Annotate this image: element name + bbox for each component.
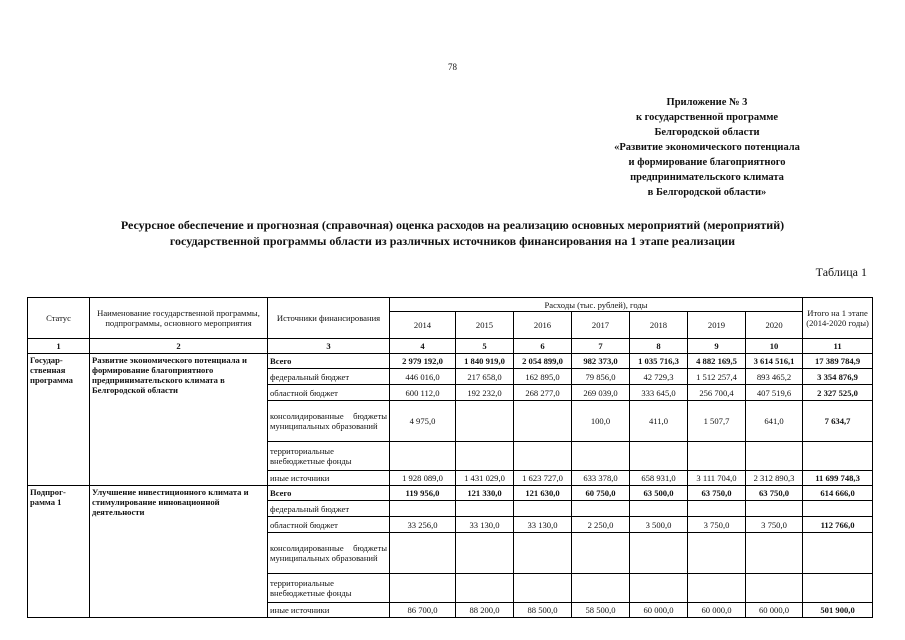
column-number: 9 — [688, 339, 746, 354]
year-value-cell: 162 895,0 — [514, 369, 572, 385]
column-number: 6 — [514, 339, 572, 354]
table-body — [28, 354, 873, 618]
appendix-line: Белгородской области — [654, 127, 760, 138]
year-value-cell: 42 729,3 — [630, 369, 688, 385]
column-number: 5 — [456, 339, 514, 354]
table-label: Таблица 1 — [815, 265, 867, 279]
header-year: 2014 — [390, 312, 456, 339]
year-value-cell: 121 630,0 — [514, 486, 572, 501]
column-number: 7 — [572, 339, 630, 354]
year-value-cell — [390, 533, 456, 574]
appendix-line: предпринимательского климата — [630, 172, 784, 183]
header-year: 2020 — [746, 312, 803, 339]
total-cell — [803, 442, 873, 471]
row-status: Государ-ственная программа — [28, 354, 90, 486]
header-year: 2015 — [456, 312, 514, 339]
year-value-cell: 63 750,0 — [746, 486, 803, 501]
total-cell: 17 389 784,9 — [803, 354, 873, 369]
year-value-cell: 1 507,7 — [688, 401, 746, 442]
year-value-cell: 633 378,0 — [572, 471, 630, 486]
year-value-cell: 446 016,0 — [390, 369, 456, 385]
year-value-cell — [746, 442, 803, 471]
row-source: иные источники — [268, 603, 390, 618]
year-value-cell: 658 931,0 — [630, 471, 688, 486]
appendix-line: к государственной программе — [635, 112, 779, 123]
year-value-cell: 1 623 727,0 — [514, 471, 572, 486]
document-title — [60, 217, 845, 249]
year-value-cell — [630, 574, 688, 603]
row-source: консолидированные бюджеты муниципальных образований — [268, 533, 390, 574]
table-row — [28, 486, 873, 501]
year-value-cell — [514, 442, 572, 471]
column-number: 11 — [803, 339, 873, 354]
table-row — [28, 354, 873, 369]
year-value-cell: 88 500,0 — [514, 603, 572, 618]
year-value-cell — [514, 401, 572, 442]
year-value-cell: 88 200,0 — [456, 603, 514, 618]
total-cell — [803, 533, 873, 574]
column-number: 3 — [268, 339, 390, 354]
row-source: федеральный бюджет — [268, 369, 390, 385]
year-value-cell: 641,0 — [746, 401, 803, 442]
year-value-cell — [390, 501, 456, 517]
year-value-cell — [456, 501, 514, 517]
year-value-cell: 33 130,0 — [514, 517, 572, 533]
year-value-cell — [572, 533, 630, 574]
row-source: иные источники — [268, 471, 390, 486]
total-cell: 7 634,7 — [803, 401, 873, 442]
year-value-cell: 33 130,0 — [456, 517, 514, 533]
year-value-cell — [572, 501, 630, 517]
year-value-cell — [688, 442, 746, 471]
total-cell — [803, 574, 873, 603]
header-total: Итого на 1 этапе (2014-2020 годы) — [803, 298, 873, 339]
year-value-cell — [514, 501, 572, 517]
year-value-cell: 269 039,0 — [572, 385, 630, 401]
total-cell: 3 354 876,9 — [803, 369, 873, 385]
header-year: 2019 — [688, 312, 746, 339]
year-value-cell: 2 054 899,0 — [514, 354, 572, 369]
column-number: 1 — [28, 339, 90, 354]
title-line-2: государственной программы области из различных источников финансирования на 1 этапе реализации — [169, 234, 736, 248]
row-source: областной бюджет — [268, 517, 390, 533]
year-value-cell: 1 035 716,3 — [630, 354, 688, 369]
total-cell: 501 900,0 — [803, 603, 873, 618]
year-value-cell: 411,0 — [630, 401, 688, 442]
appendix-line: Приложение № 3 — [666, 97, 748, 108]
year-value-cell: 33 256,0 — [390, 517, 456, 533]
year-value-cell: 268 277,0 — [514, 385, 572, 401]
year-value-cell — [630, 533, 688, 574]
year-value-cell: 121 330,0 — [456, 486, 514, 501]
year-value-cell — [630, 501, 688, 517]
year-value-cell: 3 750,0 — [746, 517, 803, 533]
year-value-cell: 3 614 516,1 — [746, 354, 803, 369]
year-value-cell: 1 840 919,0 — [456, 354, 514, 369]
year-value-cell: 2 312 890,3 — [746, 471, 803, 486]
header-name: Наименование государственной программы, подпрограммы, основного мероприятия — [90, 298, 268, 339]
year-value-cell — [514, 574, 572, 603]
year-value-cell — [746, 574, 803, 603]
page-number: 78 — [448, 62, 457, 72]
header-row — [28, 298, 873, 312]
column-number: 10 — [746, 339, 803, 354]
year-value-cell — [456, 574, 514, 603]
year-value-cell: 1 431 029,0 — [456, 471, 514, 486]
year-value-cell: 3 500,0 — [630, 517, 688, 533]
header-year: 2017 — [572, 312, 630, 339]
year-value-cell: 217 658,0 — [456, 369, 514, 385]
appendix-line: и формирование благоприятного — [628, 157, 786, 168]
row-status: Подпрог-рамма 1 — [28, 486, 90, 618]
year-value-cell — [688, 501, 746, 517]
header-year: 2018 — [630, 312, 688, 339]
total-cell: 11 699 748,3 — [803, 471, 873, 486]
title-line-1: Ресурсное обеспечение и прогнозная (справочная) оценка расходов на реализацию основных мероприятий (мероприятий) — [120, 218, 785, 232]
year-value-cell: 1 928 089,0 — [390, 471, 456, 486]
year-value-cell: 982 373,0 — [572, 354, 630, 369]
year-value-cell: 2 979 192,0 — [390, 354, 456, 369]
budget-table — [27, 297, 873, 618]
year-value-cell — [456, 442, 514, 471]
year-value-cell — [572, 574, 630, 603]
total-cell: 112 766,0 — [803, 517, 873, 533]
row-program-name: Развитие экономического потенциала и формирование благоприятного предпринимательского климата в Белгородской области — [90, 354, 268, 486]
year-value-cell: 60 000,0 — [746, 603, 803, 618]
row-source: территориальные внебюджетные фонды — [268, 442, 390, 471]
year-value-cell — [456, 533, 514, 574]
year-value-cell — [456, 401, 514, 442]
year-value-cell: 192 232,0 — [456, 385, 514, 401]
row-source: федеральный бюджет — [268, 501, 390, 517]
appendix-line: в Белгородской области» — [647, 187, 767, 198]
year-value-cell: 3 111 704,0 — [688, 471, 746, 486]
year-value-cell — [746, 501, 803, 517]
year-value-cell: 333 645,0 — [630, 385, 688, 401]
year-value-cell: 600 112,0 — [390, 385, 456, 401]
year-value-cell — [688, 533, 746, 574]
year-value-cell: 86 700,0 — [390, 603, 456, 618]
year-value-cell: 4 975,0 — [390, 401, 456, 442]
header-status: Статус — [28, 298, 90, 339]
year-value-cell — [514, 533, 572, 574]
row-source: областной бюджет — [268, 385, 390, 401]
year-value-cell — [688, 574, 746, 603]
year-value-cell: 63 750,0 — [688, 486, 746, 501]
appendix-header — [607, 95, 807, 200]
total-cell: 614 666,0 — [803, 486, 873, 501]
column-number: 2 — [90, 339, 268, 354]
year-value-cell: 100,0 — [572, 401, 630, 442]
year-value-cell: 256 700,4 — [688, 385, 746, 401]
year-value-cell: 1 512 257,4 — [688, 369, 746, 385]
row-source: Всего — [268, 354, 390, 369]
year-value-cell: 63 500,0 — [630, 486, 688, 501]
header-expenses: Расходы (тыс. рублей), годы — [390, 298, 803, 312]
appendix-line: «Развитие экономического потенциала — [614, 142, 800, 153]
year-value-cell: 60 000,0 — [630, 603, 688, 618]
year-value-cell — [572, 442, 630, 471]
year-value-cell: 407 519,6 — [746, 385, 803, 401]
year-value-cell: 3 750,0 — [688, 517, 746, 533]
year-value-cell — [390, 442, 456, 471]
year-value-cell: 60 750,0 — [572, 486, 630, 501]
year-value-cell: 58 500,0 — [572, 603, 630, 618]
year-value-cell: 119 956,0 — [390, 486, 456, 501]
row-source: Всего — [268, 486, 390, 501]
row-program-name: Улучшение инвестиционного климата и стимулирование инновационной деятельности — [90, 486, 268, 618]
column-number-row — [28, 339, 873, 354]
column-number: 4 — [390, 339, 456, 354]
column-number: 8 — [630, 339, 688, 354]
year-value-cell: 79 856,0 — [572, 369, 630, 385]
year-value-cell: 4 882 169,5 — [688, 354, 746, 369]
year-value-cell: 2 250,0 — [572, 517, 630, 533]
row-source: консолидированные бюджеты муниципальных образований — [268, 401, 390, 442]
total-cell: 2 327 525,0 — [803, 385, 873, 401]
year-value-cell: 60 000,0 — [688, 603, 746, 618]
header-sources: Источники финансирования — [268, 298, 390, 339]
year-value-cell — [630, 442, 688, 471]
year-value-cell — [746, 533, 803, 574]
total-cell — [803, 501, 873, 517]
row-source: территориальные внебюджетные фонды — [268, 574, 390, 603]
year-value-cell — [390, 574, 456, 603]
year-value-cell: 893 465,2 — [746, 369, 803, 385]
header-year: 2016 — [514, 312, 572, 339]
